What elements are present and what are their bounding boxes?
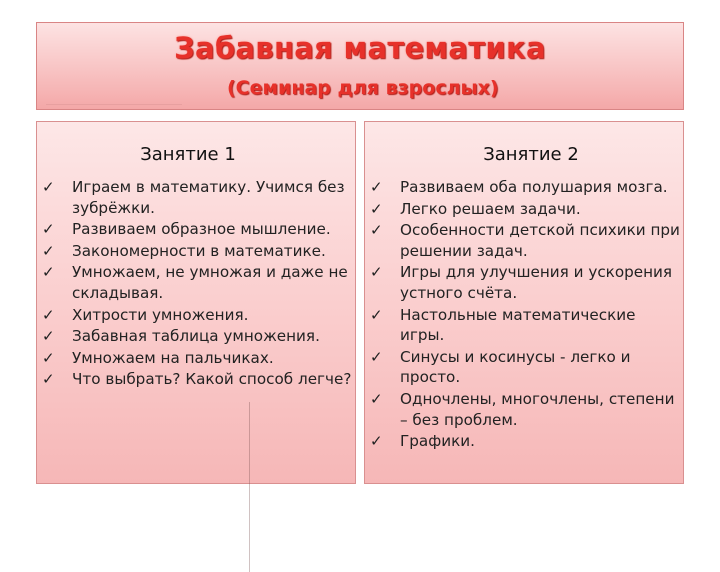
lesson-2-title: Занятие 2 [483,144,579,165]
check-mark-icon: ✓ [370,178,383,196]
check-mark-icon: ✓ [370,347,383,366]
check-mark-icon: ✓ [42,263,55,282]
list-item-text: Играем в математику. Учимся без зубрёжки. [72,178,345,217]
list-item-text: Графики. [400,432,475,451]
list-item [367,431,681,452]
list-item [367,305,681,346]
list-item [39,326,353,347]
check-mark-icon: ✓ [42,241,55,260]
check-mark-icon: ✓ [370,305,383,324]
title-banner [36,22,684,110]
check-mark-icon: ✓ [42,178,55,196]
check-mark-icon: ✓ [370,199,383,218]
list-item-text: Развиваем образное мышление. [72,220,331,239]
check-mark-icon: ✓ [42,348,55,367]
lesson-2-panel [364,121,684,484]
list-item [39,262,353,303]
list-item [367,347,681,388]
list-item-text: Что выбрать? Какой способ легче? [72,370,352,389]
list-item-text: Развиваем оба полушария мозга. [400,178,668,196]
list-item-text: Умножаем на пальчиках. [72,348,274,367]
lesson-1-title: Занятие 1 [140,144,236,165]
list-item [39,348,353,369]
check-mark-icon: ✓ [370,432,383,451]
slide-title: Забавная математика [174,31,546,65]
list-item [39,241,353,262]
check-mark-icon: ✓ [42,370,55,389]
list-item [39,219,353,240]
list-item-text: Умножаем, не умножая и даже не складывая. [72,263,348,302]
list-item [367,220,681,261]
check-mark-icon: ✓ [42,327,55,346]
list-item-text: Настольные математические игры. [400,305,636,345]
list-item [39,305,353,326]
list-item [367,199,681,220]
list-item-text: Забавная таблица умножения. [72,327,320,346]
check-mark-icon: ✓ [370,263,383,282]
list-item [367,262,681,303]
lesson-2-list [367,177,681,453]
check-mark-icon: ✓ [370,221,383,240]
list-item-text: Особенности детской психики при решении задач. [400,221,680,260]
lesson-1-panel [36,121,356,484]
list-item [39,369,353,390]
list-item-text: Легко решаем задачи. [400,199,581,218]
list-item-text: Синусы и косинусы - легко и просто. [400,347,631,387]
list-item-text: Игры для улучшения и ускорения устного счёта. [400,263,673,302]
check-mark-icon: ✓ [42,220,55,239]
slide-subtitle: (Семинар для взрослых) [227,77,499,99]
check-mark-icon: ✓ [42,305,55,324]
lesson-1-list [39,177,353,391]
check-mark-icon: ✓ [370,389,383,408]
list-item [39,177,353,218]
decorative-line [46,104,182,105]
list-item-text: Хитрости умножения. [72,305,249,324]
list-item-text: Закономерности в математике. [72,241,326,260]
list-item [367,389,681,430]
decorative-divider [249,402,250,572]
list-item [367,177,681,198]
list-item-text: Одночлены, многочлены, степени – без проблем. [400,389,675,429]
